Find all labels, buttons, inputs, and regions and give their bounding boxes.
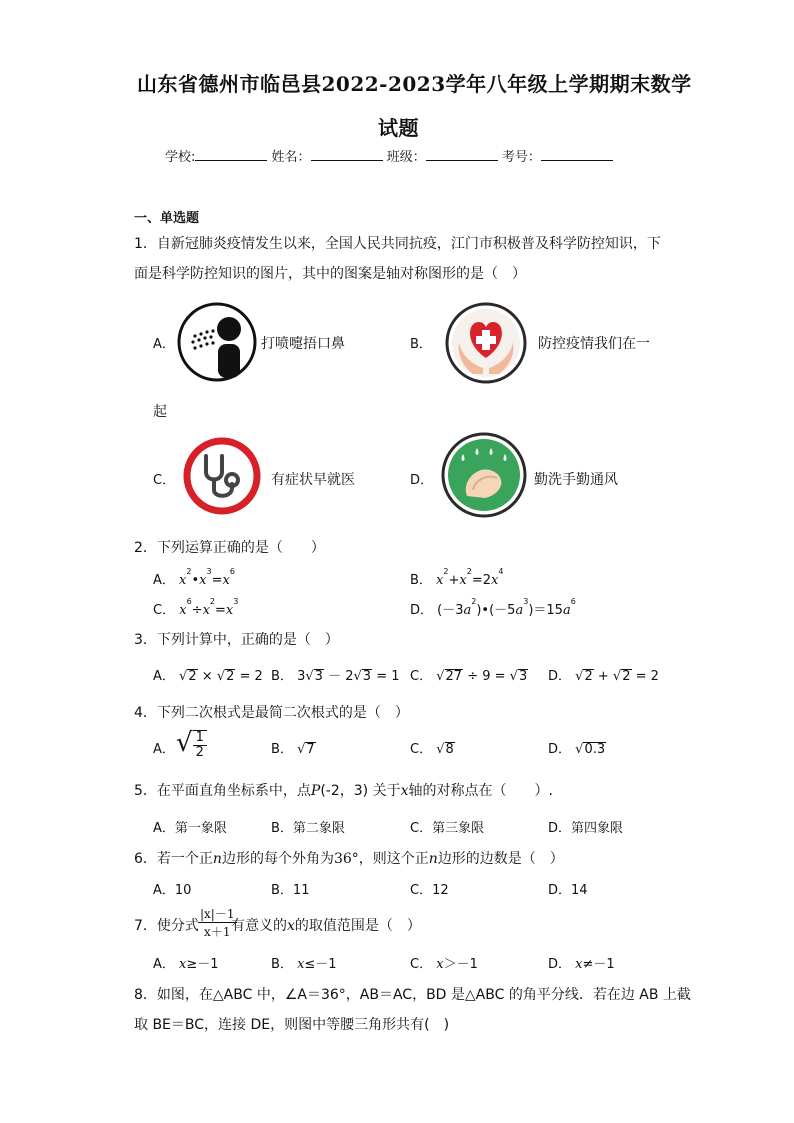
q4-b-r: 7 xyxy=(306,742,315,757)
q2-c-t2: x xyxy=(202,603,210,618)
q7-c-label: C． xyxy=(410,957,433,972)
q5-stem-p: P xyxy=(310,783,321,799)
q8-line-1: 8．如图，在△ABC 中，∠A＝36°，AB＝AC，BD 是△ABC 的角平分线．若在边 AB 上截 xyxy=(134,987,691,1003)
q7-b-val: ≤－1 xyxy=(304,957,337,972)
q2-c-e3: 3 xyxy=(233,597,239,606)
q7-numerator: |x|－1 xyxy=(200,907,235,921)
q2-b-e3: 4 xyxy=(498,567,504,576)
handwash-icon xyxy=(441,432,527,518)
q5-option-b: B．第二象限 xyxy=(271,821,345,836)
q6-option-b: B．11 xyxy=(271,883,310,898)
q2-b-t3: x xyxy=(491,573,499,588)
q7-b-x: x xyxy=(297,957,305,972)
q7-a-val: ≥－1 xyxy=(186,957,219,972)
q2-option-a xyxy=(153,569,235,588)
q7-d-val: ≠－1 xyxy=(582,957,615,972)
q3-b-r2: 3 xyxy=(362,669,372,684)
q2-d-e1: 2 xyxy=(471,597,477,606)
q5-option-a: A．第一象限 xyxy=(153,821,227,836)
q4-b-label: B． xyxy=(271,742,293,757)
q3-stem: 3．下列计算中，正确的是（ ） xyxy=(134,632,339,648)
q6-stem-a: 6．若一个正 xyxy=(134,851,213,867)
q2-c-e1: 6 xyxy=(186,597,192,606)
q2-b-label: B． xyxy=(410,573,432,588)
q2-d-e2: 3 xyxy=(523,597,529,606)
q1-option-d-label: D． xyxy=(410,473,434,488)
q2-c-t3: x xyxy=(225,603,234,618)
q3-b-op: － 2 xyxy=(328,669,354,684)
q4-option-d: D． √0.3 xyxy=(548,742,606,757)
q3-c-r1: 27 xyxy=(445,669,463,684)
info-line xyxy=(165,146,613,165)
q1-option-b-text-cont: 起 xyxy=(153,404,167,420)
q2-b-e1: 2 xyxy=(443,567,449,576)
q7-stem-b: 有意义的 xyxy=(231,918,287,934)
q7-stem-c: 的取值范围是（ ） xyxy=(294,918,421,934)
q2-d-p2: )•(－5 xyxy=(476,603,516,618)
q2-b-t2: x xyxy=(459,573,467,588)
q4-option-c: C． √8 xyxy=(410,742,454,757)
q3-d-label: D． xyxy=(548,669,572,684)
q2-a-e1: 2 xyxy=(186,567,192,576)
q7-option-a xyxy=(153,953,219,972)
q2-a-eq: = xyxy=(211,573,223,588)
q4-c-r: 8 xyxy=(445,742,454,757)
q4-d-label: D． xyxy=(548,742,572,757)
q3-option-d: D． √2 + √2 = 2 xyxy=(548,669,659,684)
q3-a-op: × xyxy=(201,669,213,684)
q7-option-b xyxy=(271,953,337,972)
q3-option-b: B． 3√3 － 2√3 = 1 xyxy=(271,669,400,684)
q4-d-r: 0.3 xyxy=(584,742,606,757)
q6-stem-deg: 36° xyxy=(333,851,359,867)
number-label: 考号： xyxy=(501,150,541,165)
name-label: 姓名： xyxy=(271,150,311,165)
q2-d-t3: a xyxy=(562,603,571,618)
q3-option-c: C． √27 ÷ 9 = √3 xyxy=(410,669,528,684)
q5-stem-a: 5．在平面直角坐标系中，点 xyxy=(134,783,311,799)
q7-c-val: ＞－1 xyxy=(443,957,478,972)
q3-d-op: + xyxy=(597,669,609,684)
q2-c-eq: = xyxy=(215,603,226,618)
q7-b-label: B． xyxy=(271,957,293,972)
q1-line-1: 1．自新冠肺炎疫情发生以来，全国人民共同抗疫，江门市积极普及科学防控知识，下 xyxy=(134,236,661,252)
q2-c-op: ÷ xyxy=(191,603,203,618)
q3-c-op: ÷ 9 = xyxy=(467,669,506,684)
q6-option-a: A．10 xyxy=(153,883,192,898)
q1-line-2: 面是科学防控知识的图片，其中的图案是轴对称图形的是（ ） xyxy=(134,266,526,282)
q3-a-r2: 2 xyxy=(226,669,235,684)
q7-c-x: x xyxy=(436,957,444,972)
q7-stem-a: 7．使分式 xyxy=(134,918,199,934)
q2-a-t3: x xyxy=(222,573,230,588)
q5-stem xyxy=(134,780,553,800)
q6-stem xyxy=(134,848,564,868)
q6-stem-b: 边形的每个外角为 xyxy=(221,851,334,867)
q3-d-r2: 2 xyxy=(622,669,631,684)
q1-option-c-label: C． xyxy=(153,473,176,488)
q5-stem-b: (-2，3) 关于 xyxy=(320,783,401,799)
school-blank[interactable] xyxy=(195,148,267,161)
q2-d-t1: a xyxy=(463,603,472,618)
q6-stem-c: ，则这个正 xyxy=(358,851,429,867)
q6-stem-d: 边形的边数是（ ） xyxy=(437,851,564,867)
q2-b-eq: =2 xyxy=(471,573,492,588)
school-label: 学校: xyxy=(165,150,196,165)
q2-a-t1: x xyxy=(179,573,187,588)
stethoscope-icon xyxy=(182,436,262,516)
q2-stem: 2．下列运算正确的是（ ） xyxy=(134,540,325,556)
q2-d-t2: a xyxy=(515,603,524,618)
q3-a-label: A． xyxy=(153,669,175,684)
q2-c-e2: 2 xyxy=(209,597,215,606)
q3-b-r1: 3 xyxy=(314,669,323,684)
q2-a-op: • xyxy=(191,573,200,588)
q5-option-d: D．第四象限 xyxy=(548,821,624,836)
q5-stem-x: x xyxy=(400,783,409,799)
q3-b-label: B． xyxy=(271,669,293,684)
q7-denominator: x＋1 xyxy=(204,925,231,939)
q7-d-label: D． xyxy=(548,957,572,972)
q7-option-c xyxy=(410,953,478,972)
heart-hands-icon xyxy=(445,302,527,384)
q6-stem-n2: n xyxy=(428,851,438,867)
number-blank[interactable] xyxy=(541,148,613,161)
q1-option-b-label: B． xyxy=(410,337,432,352)
q2-d-p1: (－3 xyxy=(437,603,464,618)
q1-option-c-text: 有症状早就医 xyxy=(271,472,355,488)
q2-a-label: A． xyxy=(153,573,175,588)
q4-option-a-math: √ $\frac{1}{2}$ xyxy=(176,726,207,760)
q7-stem-rest xyxy=(231,915,421,935)
q4-option-b: B． √7 xyxy=(271,742,315,757)
q5-stem-c: 轴的对称点在（ ）. xyxy=(408,783,553,799)
q1-option-b-text: 防控疫情我们在一 xyxy=(538,336,650,352)
q4-a-num: 1 xyxy=(193,731,207,746)
q1-option-a-label: A． xyxy=(153,337,175,352)
q2-c-t1: x xyxy=(179,603,187,618)
q2-a-t2: x xyxy=(199,573,207,588)
q8-line-2: 取 BE＝BC，连接 DE，则图中等腰三角形共有( ) xyxy=(134,1017,450,1033)
q2-a-e3: 6 xyxy=(229,567,235,576)
q7-a-x: x xyxy=(179,957,187,972)
q3-option-a: A． √2 × √2 = 2 xyxy=(153,669,263,684)
q3-b-eq: = 1 xyxy=(376,669,400,684)
q2-b-t1: x xyxy=(436,573,444,588)
q4-option-a-label: A． xyxy=(153,742,175,757)
q2-option-d xyxy=(410,599,576,618)
q3-b-c1: 3 xyxy=(297,669,306,684)
q3-a-r1: 2 xyxy=(188,669,197,684)
q2-option-c xyxy=(153,599,238,618)
class-blank[interactable] xyxy=(426,148,498,161)
q2-b-op: + xyxy=(448,573,460,588)
q4-c-label: C． xyxy=(410,742,433,757)
q2-c-label: C． xyxy=(153,603,176,618)
q5-option-c: C．第三象限 xyxy=(410,821,485,836)
q2-a-e2: 3 xyxy=(206,567,212,576)
q2-option-b xyxy=(410,569,503,588)
q7-a-label: A． xyxy=(153,957,175,972)
q6-option-d: D．14 xyxy=(548,883,588,898)
q4-stem: 4．下列二次根式是最简二次根式的是（ ） xyxy=(134,705,409,721)
q6-stem-n: n xyxy=(212,851,222,867)
q3-a-eq: = 2 xyxy=(239,669,263,684)
q3-c-r2: 3 xyxy=(518,669,528,684)
section-heading: 一、单选题 xyxy=(134,211,200,226)
title-line-2: 试题 xyxy=(378,116,419,140)
q2-d-label: D． xyxy=(410,603,434,618)
q3-c-label: C． xyxy=(410,669,433,684)
sneeze-icon xyxy=(177,302,257,382)
q7-option-d xyxy=(548,953,615,972)
q7-d-x: x xyxy=(575,957,583,972)
q2-b-e2: 2 xyxy=(466,567,472,576)
q4-a-den: 2 xyxy=(195,745,204,760)
q1-option-a-text: 打喷嚏捂口鼻 xyxy=(261,336,345,352)
name-blank[interactable] xyxy=(311,148,383,161)
q7-stem-x: x xyxy=(287,918,295,934)
q1-option-d-text: 勤洗手勤通风 xyxy=(534,472,618,488)
class-label: 班级： xyxy=(386,150,426,165)
q2-d-e3: 6 xyxy=(570,597,576,606)
q3-d-r1: 2 xyxy=(584,669,593,684)
q3-d-eq: = 2 xyxy=(635,669,659,684)
q6-option-c: C．12 xyxy=(410,883,449,898)
q2-d-p3: )＝15 xyxy=(528,603,563,618)
title-line-1: 山东省德州市临邑县2022-2023学年八年级上学期期末数学 xyxy=(137,72,692,96)
